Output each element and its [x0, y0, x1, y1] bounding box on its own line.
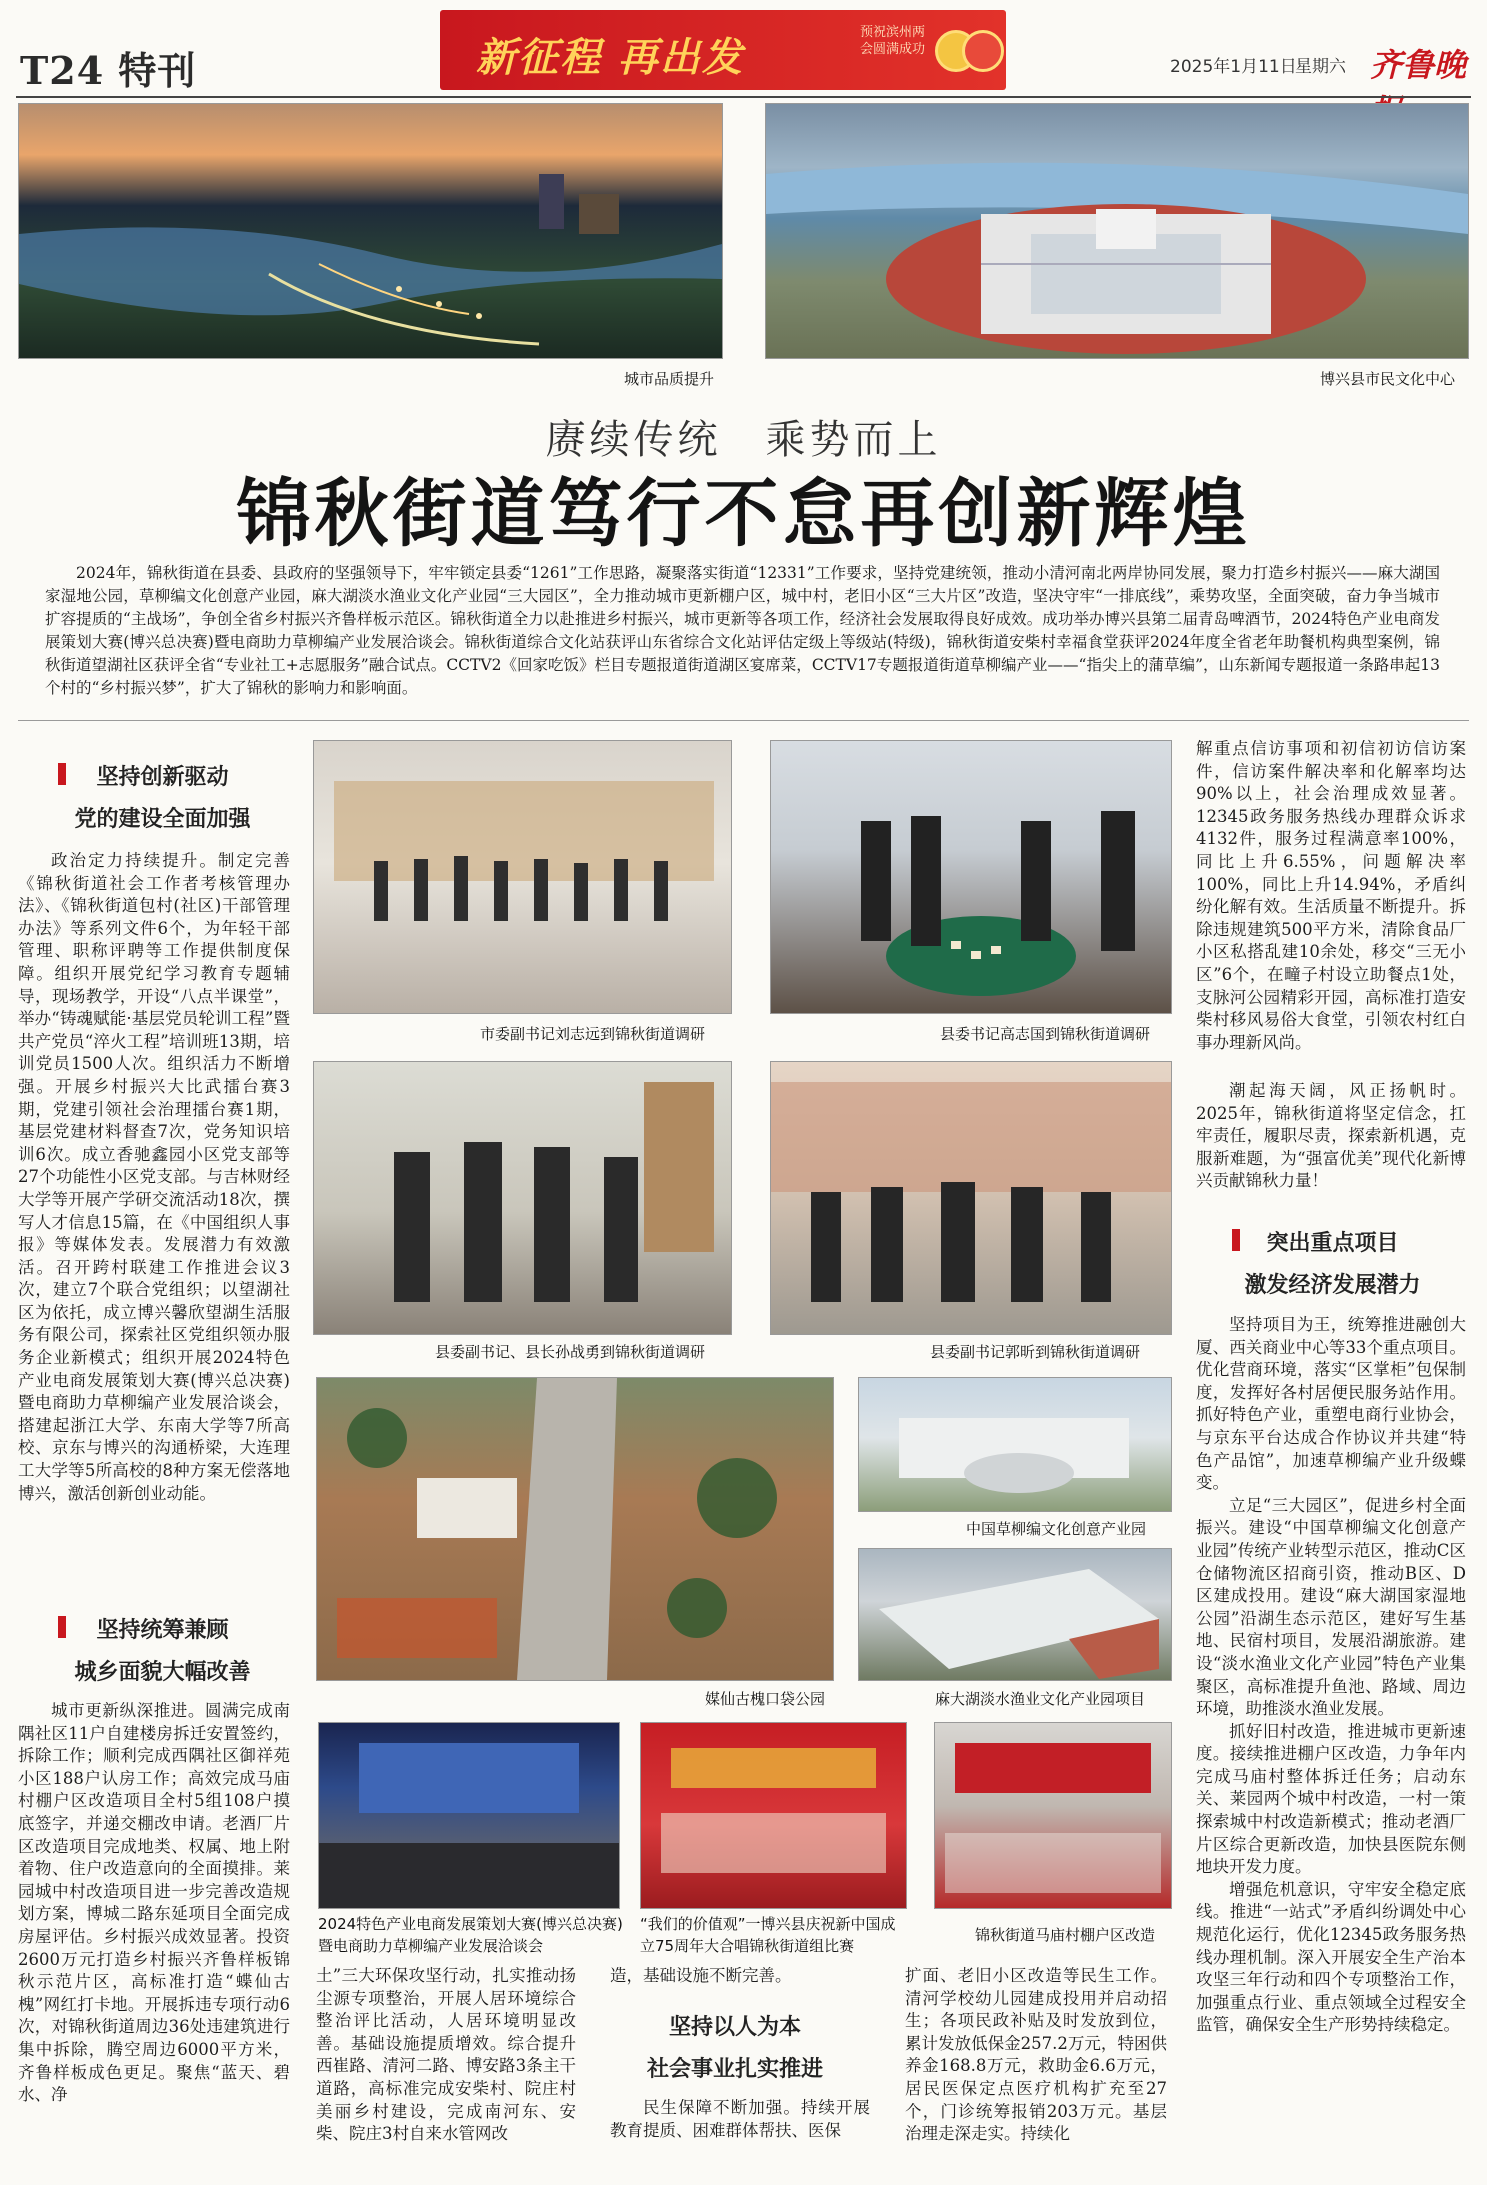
subhead-economic-potential: 激发经济发展潜力: [1244, 1272, 1421, 1298]
caption-p3: 县委副书记、县长孙战勇到锦秋街道调研: [435, 1343, 706, 1361]
subhead-innovation: 坚持创新驱动: [96, 764, 229, 790]
caption-p1: 市委副书记刘志远到锦秋街道调研: [480, 1025, 706, 1043]
photo-fishery-industrial-park: [858, 1548, 1172, 1681]
photo-shanty-renovation: [934, 1722, 1172, 1909]
subhead-urban-rural: 城乡面貌大幅改善: [74, 1659, 251, 1685]
caption-culture-center: 博兴县市民文化中心: [1320, 370, 1456, 388]
caption-p6: 中国草柳编文化创意产业园: [966, 1520, 1147, 1538]
caption-city-quality: 城市品质提升: [624, 370, 715, 388]
mid-column-text-a: 土”三大环保攻坚行动，扎实推动扬尘源专项整治，开展人居环境综合整治评比活动，人居环境明显改善。基础设施提质增效。综合提升西崔路、清河二路、博安路3条主干道路，高标准完成安柴村、院庄村美丽乡村建设，完成南河东、安柴、院庄3村自来水管网改: [316, 1966, 576, 2144]
caption-p10: 锦秋街道马庙村棚户区改造: [975, 1926, 1156, 1944]
article-kicker: 赓续传统 乘势而上: [545, 417, 942, 463]
culture-center-photo: [765, 103, 1469, 359]
mid-column-text-b: 造，基础设施不断完善。: [610, 1966, 792, 1985]
masthead-logo: 齐鲁晚: [1370, 46, 1467, 84]
article-lede: 2024年，锦秋街道在县委、县政府的坚强领导下，牢牢锁定县委“1261”工作思路，凝聚落实街道“12331”工作要求，坚持党建统领，推动小清河南北两岸协同发展，聚力打造乡村振兴——麻大湖国家湿地公园，草柳编文化创意产业园，麻大湖淡水渔业文化产业园“三大园区”，全力推动城市更新棚户区，城中村，老旧小区“三大片区”改造，坚决守牢“一排底线”，乘势攻坚，全面突破，奋力争当城市扩容提质的“主战场”，争创全省乡村振兴齐鲁样板示范区。锦秋街道全力以赴推进乡村振兴，城市更新等各项工作，经济社会发展取得良好成效。成功举办博兴县第二届青岛啤酒节，2024特色产业电商发展策划大赛(博兴总决赛)暨电商助力草柳编产业发展洽谈会。锦秋街道综合文化站获评山东省综合文化站评估定级上等级站(特级)，锦秋街道安柴村幸福食堂获评2024年度全省老年助餐机构典型案例，锦秋街道望湖社区获评全省“专业社工+志愿服务”融合试点。CCTV2《回家吃饭》栏目专题报道街道湖区宴席菜，CCTV17专题报道街道草柳编产业——“指尖上的蒲草编”，山东新闻专题报道一条路串起13个村的“乡村振兴梦”，扩大了锦秋的影响力和影响面。: [45, 564, 1440, 697]
banner: [440, 10, 1006, 90]
subhead-party-building: 党的建设全面加强: [74, 806, 251, 832]
caption-p4: 县委副书记郭昕到锦秋街道调研: [930, 1343, 1141, 1361]
mid-column-text-c: 民生保障不断加强。持续开展教育提质、困难群体帮扶、医保: [610, 2098, 870, 2140]
issue-weekday: 星期六: [1295, 57, 1346, 77]
photo-city-secretary-visit: [313, 740, 732, 1014]
article-headline: 锦秋街道笃行不怠再创新辉煌: [236, 471, 1251, 557]
photo-wicker-industrial-park: [858, 1377, 1172, 1512]
photo-ancient-tree-park: [316, 1377, 834, 1681]
photo-ecommerce-competition: [318, 1722, 620, 1909]
banner-subtitle: 预祝滨州两会圆满成功: [860, 25, 926, 57]
photo-deputy-secretary-visit: [770, 1061, 1172, 1335]
caption-p8: 2024特色产业电商发展策划大赛(博兴总决赛)暨电商助力草柳编产业发展洽谈会: [318, 1915, 623, 1955]
left-column-text-1: 政治定力持续提升。制定完善《锦秋街道社会工作者考核管理办法》、《锦秋街道包村(社区)干部管理办法》等系列文件6个，为年轻干部管理、职称评聘等工作提供制度保障。组织开展党纪学习教育专题辅导，现场教学，开设“八点半课堂”，举办“铸魂赋能·基层党员轮训工程”暨共产党员“淬火工程”培训班13期，培训党员1500人次。组织活力不断增强。开展乡村振兴大比武擂台赛3期，党建引领社会治理擂台赛1期，基层党建材料督查7次，党务知识培训6次。成立香驰鑫园小区党支部等27个功能性小区党支部。与吉林财经大学等开展产学研交流活动18次，撰写人才信息15篇，在《中国组织人事报》等媒体发表。发展潜力有效激活。召开跨村联建工作推进会议3次，建立7个联合党组织；以望湖社区为依托，成立博兴馨欣望湖生活服务有限公司，探索社区党组织领办服务企业新模式；组织开展2024特色产业电商发展策划大赛(博兴总决赛)暨电商助力草柳编产业发展洽谈会，搭建起浙江大学、东南大学等7所高校、京东与博兴的沟通桥梁，大连理工大学等5所高校的8种方案无偿落地博兴，激活创新创业动能。: [18, 851, 290, 1503]
caption-p2: 县委书记高志国到锦秋街道调研: [940, 1025, 1151, 1043]
cppcc-emblem-icon: [962, 30, 1004, 72]
lede-rule: [18, 720, 1469, 721]
city-night-photo: [18, 103, 723, 359]
mid-column-text-d: 扩面、老旧小区改造等民生工作。清河学校幼儿园建成投用并启动招生；各项民政补贴及时发放到位，累计发放低保金257.2万元，特困供养金168.8万元，救助金6.6万元，居民医保定点医疗机构扩充至27个，门诊统筹报销203万元。基层治理走深走实。持续化: [905, 1966, 1167, 2144]
caption-p7: 麻大湖淡水渔业文化产业园项目: [935, 1690, 1146, 1708]
photo-county-secretary-visit: [770, 740, 1172, 1014]
subhead-coordination: 坚持统筹兼顾: [96, 1617, 229, 1643]
photo-county-mayor-visit: [313, 1061, 732, 1335]
subhead-key-projects: 突出重点项目: [1266, 1230, 1399, 1256]
caption-p5: 媒仙古槐口袋公园: [705, 1690, 826, 1708]
subhead-people-first: 坚持以人为本: [668, 2014, 801, 2040]
subhead-social-affairs: 社会事业扎实推进: [646, 2056, 823, 2082]
issue-date: 2025年1月11日: [1170, 57, 1297, 77]
right-column-text-1: 解重点信访事项和初信初访信访案件，信访案件解决率和化解率均达90%以上，社会治理成效显著。12345政务服务热线办理群众诉求4132件，服务过程满意率100%，同比上升6.55%，问题解决率100%，同比上升14.94%，矛盾纠纷化解有效。生活质量不断提升。拆除违规建筑500平方米，清除食品厂小区私搭乱建10余处，移交“三无小区”6个，在疃子村设立助餐点1处，支脉河公园精彩开园，高标准打造安柴村移风易俗大食堂，引领农村红白事办理新风尚。: [1196, 739, 1466, 1052]
right-column-text-2: 潮起海天阔，风正扬帆时。2025年，锦秋街道将坚定信念，扛牢责任，履职尽责，探索新机遇，克服新难题，为“强富优美”现代化新博兴贡献锦秋力量！: [1196, 1081, 1466, 1191]
caption-p9: “我们的价值观”一博兴县庆祝新中国成立75周年大合唱锦秋街道组比赛: [640, 1915, 896, 1955]
page-label: T24 特刊: [20, 48, 197, 93]
right-column-text-3: 坚持项目为王，统筹推进融创大厦、西关商业中心等33个重点项目。优化营商环境，落实“区掌柜”包保制度，发挥好各村居便民服务站作用。抓好特色产业，重塑电商行业协会，与京东平台达成合作协议并共建“特色产品馆”，加速草柳编产业升级蝶变。 立足“三大园区”，促进乡村全面振兴。建设“中国草柳编文化创意产业园”传统产业转型示范区，推动C区仓储物流区招商引资，推动B区、D区建成投用。建设“麻大湖国家湿地公园”沿湖生态示范区，建好写生基地、民宿村项目，发展沿湖旅游。建设“淡水渔业文化产业园”特色产业集聚区，高标准提升鱼池、路域、周边环境，助推淡水渔业发展。 抓好旧村改造，推进城市更新速度。接续推进棚户区改造，力争年内完成马庙村整体拆迁任务；启动东关、莱园两个城中村改造，一村一策探索城中村改造新模式；推动老酒厂片区综合更新改造，加快县医院东侧地块开发力度。 增强危机意识，守牢安全稳定底线。推进“一站式”矛盾纠纷调处中心规范化运行，优化12345政务服务热线办理机制。深入开展安全生产治本攻坚三年行动和四个专项整治工作，加强重点行业、重点领域全过程安全监管，确保安全生产形势持续稳定。: [1196, 1315, 1466, 2035]
header-rule: [16, 96, 1471, 98]
left-column-text-2: 城市更新纵深推进。圆满完成南隅社区11户自建楼房拆迁安置签约，拆除工作；顺利完成西隅社区御祥苑小区188户认房工作；高效完成马庙村棚户区改造项目全村5组108户摸底签字，并递交棚改申请。老酒厂片区改造项目完成地类、权属、地上附着物、住户改造意向的全面摸排。莱园城中村改造项目进一步完善改造规划方案，博城二路东延项目全面完成房屋评估。乡村振兴成效显著。投资2600万元打造乡村振兴齐鲁样板锦秋示范片区，高标准打造“蝶仙古槐”网红打卡地。开展拆违专项行动6次，对锦秋街道周边36处违建筑进行集中拆除，腾空周边6000平方米，齐鲁样板成色更足。聚焦“蓝天、碧水、净: [18, 1701, 290, 2105]
banner-slogan: 新征程 再出发: [476, 35, 744, 81]
photo-choir-contest: [640, 1722, 907, 1909]
